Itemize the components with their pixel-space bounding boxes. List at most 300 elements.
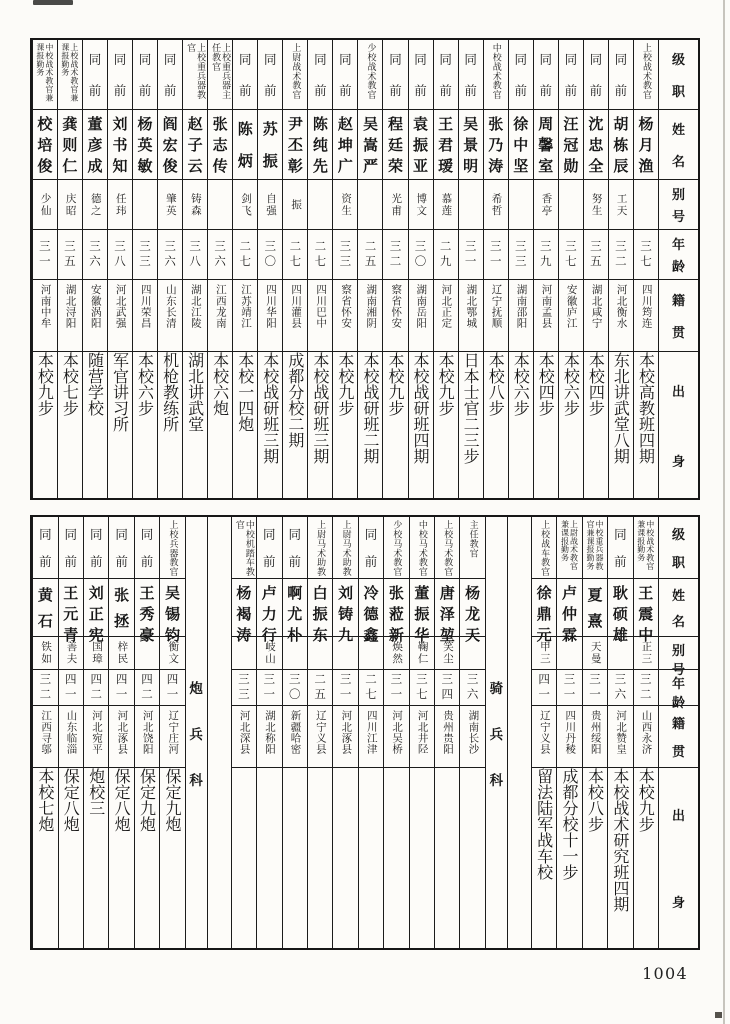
officer-column <box>157 40 182 498</box>
origin-cell <box>557 706 581 768</box>
origin-text: 四川江津 <box>365 710 378 755</box>
alias-cell <box>59 637 83 670</box>
alias-cell <box>484 180 508 230</box>
age-cell <box>308 670 332 706</box>
alias-cell <box>459 180 483 230</box>
name-cell <box>135 579 159 644</box>
origin-cell <box>33 280 57 352</box>
rank-text: 同 前 <box>314 51 327 99</box>
alias-cell <box>410 637 434 670</box>
age-text: 三五 <box>588 239 603 270</box>
age-text: 四一 <box>114 672 129 703</box>
age-text: 三〇 <box>287 672 302 703</box>
age-cell <box>384 670 408 706</box>
origin-cell <box>135 706 159 768</box>
header-label-age: 年 龄 <box>671 677 685 711</box>
rank-text: 中校战术教官兼课报勤务 <box>35 43 54 102</box>
background-text: 保定九炮 <box>137 768 157 832</box>
header-cell-rank <box>659 517 698 579</box>
origin-text: 辽宁义县 <box>538 710 551 755</box>
background-cell <box>84 768 108 948</box>
header-cell-name <box>659 110 698 180</box>
alias-cell <box>532 637 556 670</box>
name-text: 杨 龙 天 <box>465 584 481 644</box>
name-cell <box>435 579 459 644</box>
origin-cell <box>59 706 83 768</box>
rank-text: 中校战术教官兼课报勤务 <box>636 520 655 571</box>
header-cell-alias <box>659 180 698 230</box>
rank-text: 上校重兵器教官 <box>185 43 206 100</box>
name-text: 张 志 传 <box>212 115 228 175</box>
origin-text: 河北深县 <box>238 710 251 755</box>
age-cell <box>559 230 583 280</box>
origin-text: 察省怀安 <box>390 284 403 329</box>
background-cell <box>108 352 132 498</box>
name-cell <box>59 579 83 644</box>
header-cell-background <box>659 352 698 498</box>
alias-text: 香亭 <box>540 192 553 217</box>
name-text: 卢 力 行 <box>261 584 277 644</box>
name-cell <box>584 110 608 180</box>
header-label-alias: 别 号 <box>671 188 685 225</box>
officer-column <box>32 40 57 498</box>
alias-cell <box>333 180 357 230</box>
age-cell <box>460 670 484 706</box>
background-text: 成都分校十一步 <box>560 768 580 880</box>
origin-cell <box>409 280 433 352</box>
rank-cell <box>459 40 483 110</box>
officer-column <box>132 40 157 498</box>
age-text: 三一 <box>562 672 577 703</box>
background-text: 本校九步 <box>335 352 355 416</box>
origin-cell <box>359 706 383 768</box>
header-cell-age <box>659 230 698 280</box>
rank-cell <box>634 40 658 110</box>
rank-cell <box>634 517 658 579</box>
name-text: 赵 子 云 <box>187 115 203 175</box>
age-text: 三一 <box>338 672 353 703</box>
age-cell <box>409 230 433 280</box>
origin-text: 安徽庐江 <box>565 284 578 329</box>
name-text: 王 秀 豪 <box>139 584 155 644</box>
background-cell <box>358 352 382 498</box>
header-label-origin: 籍 贯 <box>671 293 685 342</box>
alias-text: 少仙 <box>39 192 52 217</box>
age-cell <box>33 670 57 706</box>
officer-column <box>232 40 257 498</box>
age-text: 三七 <box>563 239 578 270</box>
origin-cell <box>160 706 184 768</box>
officer-column <box>107 40 132 498</box>
background-text: 本校九步 <box>35 352 55 416</box>
age-text: 三七 <box>638 239 653 270</box>
age-cell <box>135 670 159 706</box>
name-text: 王 震 中 <box>638 584 654 644</box>
origin-cell <box>208 280 232 352</box>
alias-cell <box>83 180 107 230</box>
origin-cell <box>257 706 281 768</box>
rank-text: 少校马术教官 <box>391 520 402 577</box>
name-cell <box>133 110 157 180</box>
officer-roster-table-lower <box>30 515 700 950</box>
name-text: 冷 德 鑫 <box>363 584 379 644</box>
header-cell-background <box>659 768 698 948</box>
age-cell <box>233 230 257 280</box>
header-cell-name <box>659 579 698 637</box>
alias-cell <box>608 637 632 670</box>
age-cell <box>608 670 632 706</box>
origin-cell <box>158 280 182 352</box>
name-cell <box>608 579 632 644</box>
alias-cell <box>135 637 159 670</box>
rank-cell <box>460 517 484 579</box>
background-cell <box>33 768 57 948</box>
alias-cell <box>183 180 207 230</box>
age-text: 三六 <box>465 672 480 703</box>
background-text: 日本士官二三步 <box>461 352 481 464</box>
alias-cell <box>158 180 182 230</box>
age-text: 三一 <box>587 672 602 703</box>
rank-text: 同 前 <box>614 526 627 570</box>
age-text: 三八 <box>112 239 127 270</box>
age-text: 三三 <box>338 239 353 270</box>
background-cell <box>509 352 533 498</box>
alias-cell <box>283 180 307 230</box>
name-cell <box>634 110 658 180</box>
background-cell <box>583 768 607 948</box>
background-text: 本校九步 <box>436 352 456 416</box>
name-cell <box>358 110 382 180</box>
background-text: 本校战术研究班四期 <box>610 768 630 912</box>
rank-cell <box>410 517 434 579</box>
name-text: 陈 纯 先 <box>312 115 328 175</box>
officer-column <box>383 517 408 948</box>
header-label-alias: 别 号 <box>671 644 685 678</box>
background-cell <box>608 768 632 948</box>
origin-cell <box>384 706 408 768</box>
alias-text: 天曼 <box>589 641 602 665</box>
origin-cell <box>383 280 407 352</box>
origin-text: 山东长清 <box>164 284 177 329</box>
age-text: 三三 <box>236 672 251 703</box>
alias-text: 鞠仁 <box>416 641 429 665</box>
rank-cell <box>484 40 508 110</box>
alias-cell <box>333 637 357 670</box>
age-cell <box>358 230 382 280</box>
alias-text: 国璋 <box>90 641 103 665</box>
alias-cell <box>33 637 57 670</box>
officer-column <box>434 517 459 948</box>
section-divider <box>185 517 207 948</box>
background-cell <box>383 352 407 498</box>
header-label-name: 姓 名 <box>671 589 685 630</box>
section-divider-label: 骑 兵 科 <box>489 680 504 789</box>
alias-text: 笑尘 <box>442 641 454 665</box>
officer-column <box>458 40 483 498</box>
alias-cell <box>359 637 383 670</box>
rank-text: 同 前 <box>514 51 527 99</box>
rank-text: 同 前 <box>163 51 177 99</box>
name-text: 阎 宏 俊 <box>162 115 178 175</box>
age-text: 二五 <box>313 672 328 703</box>
name-cell <box>333 579 357 644</box>
alias-cell <box>584 180 608 230</box>
origin-cell <box>559 280 583 352</box>
origin-text: 江苏靖江 <box>239 284 252 329</box>
background-cell <box>58 352 82 498</box>
background-text: 湖北讲武堂 <box>185 352 205 432</box>
name-text: 吴 景 明 <box>463 115 479 175</box>
origin-cell <box>233 280 257 352</box>
background-text: 成都分校二期 <box>285 352 305 448</box>
age-text: 四二 <box>89 672 104 703</box>
background-text: 本校六炮 <box>210 352 230 416</box>
alias-cell <box>409 180 433 230</box>
origin-cell <box>333 706 357 768</box>
age-cell <box>634 230 658 280</box>
name-text: 苏 振 <box>262 120 278 170</box>
alias-text: 努生 <box>590 192 603 217</box>
rank-text: 同 前 <box>614 51 628 99</box>
age-text: 二七 <box>313 239 328 270</box>
alias-text: 振 <box>290 198 303 211</box>
origin-text: 新疆哈密 <box>289 710 302 755</box>
age-cell <box>534 230 558 280</box>
background-cell <box>33 352 57 498</box>
alias-text: 任玮 <box>114 192 127 217</box>
officer-column <box>282 40 307 498</box>
rank-cell <box>233 40 257 110</box>
age-cell <box>584 230 608 280</box>
origin-text: 湖南岳阳 <box>415 284 428 329</box>
background-cell <box>459 352 483 498</box>
rank-cell <box>283 40 307 110</box>
age-text: 四一 <box>165 672 180 703</box>
officer-column <box>409 517 434 948</box>
origin-text: 四川巴中 <box>315 284 328 329</box>
name-text: 张 蒞 新 <box>388 584 404 644</box>
scan-artifact-right-edge <box>723 0 725 1024</box>
age-cell <box>609 230 633 280</box>
alias-cell <box>108 180 132 230</box>
name-text: 夏 熹 <box>587 586 603 630</box>
age-text: 四一 <box>537 672 552 703</box>
origin-cell <box>634 280 658 352</box>
origin-text: 江西寻邬 <box>40 710 53 755</box>
age-text: 三八 <box>188 239 203 270</box>
rank-cell <box>583 517 607 579</box>
background-cell <box>409 352 433 498</box>
age-cell <box>108 230 132 280</box>
alias-cell <box>308 180 332 230</box>
name-cell <box>58 110 82 180</box>
header-label-age: 年 龄 <box>671 238 685 275</box>
age-cell <box>160 670 184 706</box>
age-cell <box>434 230 458 280</box>
name-cell <box>534 110 558 180</box>
background-cell <box>283 768 307 948</box>
background-cell <box>308 352 332 498</box>
age-text: 三六 <box>163 239 178 270</box>
rank-cell <box>232 517 256 579</box>
alias-text: 肇英 <box>164 192 177 217</box>
name-cell <box>258 110 282 180</box>
origin-cell <box>258 280 282 352</box>
origin-text: 察省怀安 <box>340 284 353 329</box>
background-text: 本校七步 <box>60 352 80 416</box>
name-text: 吴 嵩 严 <box>362 115 378 175</box>
origin-cell <box>460 706 484 768</box>
background-cell <box>160 768 184 948</box>
alias-cell <box>58 180 82 230</box>
background-text: 保定八炮 <box>112 768 132 832</box>
background-cell <box>557 768 581 948</box>
rank-cell <box>359 517 383 579</box>
officer-column <box>607 517 632 948</box>
origin-cell <box>509 280 533 352</box>
rank-text: 上尉马术助教 <box>315 520 326 577</box>
name-cell <box>257 579 281 644</box>
alias-text: 希哲 <box>490 192 503 217</box>
origin-cell <box>410 706 434 768</box>
name-text: 程 廷 荣 <box>388 115 404 175</box>
alias-cell <box>634 180 658 230</box>
officer-column <box>58 517 83 948</box>
background-text: 本校战研班三期 <box>310 352 330 464</box>
rank-cell <box>384 517 408 579</box>
age-cell <box>410 670 434 706</box>
origin-cell <box>634 706 658 768</box>
rank-cell <box>135 517 159 579</box>
name-text: 周 馨 室 <box>538 115 554 175</box>
officer-column <box>633 40 658 498</box>
rank-text: 同 前 <box>389 51 402 99</box>
alias-cell <box>634 637 658 670</box>
origin-cell <box>283 280 307 352</box>
rank-text: 同 前 <box>238 51 252 99</box>
name-cell <box>384 579 408 644</box>
rank-text: 同 前 <box>464 51 477 99</box>
origin-text: 湖南湘阴 <box>365 284 378 329</box>
officer-column <box>483 40 508 498</box>
origin-text: 四川灌县 <box>290 284 303 329</box>
background-text: 本校六步 <box>135 352 155 416</box>
officer-column <box>182 40 207 498</box>
rank-cell <box>258 40 282 110</box>
origin-cell <box>434 280 458 352</box>
rank-text: 同 前 <box>564 51 578 99</box>
name-text: 沈 忠 全 <box>588 115 604 175</box>
age-cell <box>59 670 83 706</box>
table-header-column <box>658 517 698 948</box>
alias-text: 资生 <box>340 192 353 217</box>
officer-column <box>57 40 82 498</box>
origin-cell <box>109 706 133 768</box>
background-cell <box>559 352 583 498</box>
officer-column <box>307 40 332 498</box>
rank-cell <box>83 40 107 110</box>
page-number: 1004 <box>642 964 688 983</box>
origin-cell <box>484 280 508 352</box>
origin-cell <box>133 280 157 352</box>
alias-cell <box>460 637 484 670</box>
age-cell <box>232 670 256 706</box>
name-cell <box>434 110 458 180</box>
alias-text: 博文 <box>415 192 428 217</box>
age-text: 三三 <box>513 239 528 270</box>
age-text: 三四 <box>440 672 455 703</box>
age-cell <box>33 230 57 280</box>
rank-text: 上尉战术教官 <box>290 43 301 100</box>
background-cell <box>258 352 282 498</box>
name-text: 啊 尤 朴 <box>287 584 303 644</box>
origin-cell <box>584 280 608 352</box>
rank-text: 中校战术教官 <box>490 43 501 100</box>
age-text: 三一 <box>488 239 503 270</box>
header-cell-alias <box>659 637 698 678</box>
alias-text: 光甫 <box>390 192 403 217</box>
rank-text: 中校机踏车教官 <box>233 520 254 577</box>
name-text: 吴 锡 钧 <box>164 584 180 644</box>
name-cell <box>283 579 307 644</box>
rank-text: 同 前 <box>288 526 301 570</box>
background-cell <box>133 352 157 498</box>
background-cell <box>59 768 83 948</box>
age-cell <box>58 230 82 280</box>
age-text: 二九 <box>438 239 453 270</box>
officer-column <box>108 517 133 948</box>
alias-cell <box>109 637 133 670</box>
alias-text: 庆昭 <box>64 192 77 217</box>
name-text: 刘 铸 九 <box>338 584 354 644</box>
background-text: 军官讲习所 <box>110 352 130 432</box>
origin-cell <box>33 706 57 768</box>
background-text: 本校战研班四期 <box>411 352 431 464</box>
rank-text: 上校马术教官 <box>442 520 453 577</box>
officer-column <box>256 517 281 948</box>
age-text: 三七 <box>414 672 429 703</box>
alias-cell <box>208 180 232 230</box>
header-label-origin: 籍 贯 <box>671 717 685 760</box>
alias-cell <box>557 637 581 670</box>
rank-text: 主任教官 <box>467 520 478 558</box>
origin-text: 河北衡水 <box>615 284 628 329</box>
origin-text: 安徽涡阳 <box>89 284 102 329</box>
rank-cell <box>333 40 357 110</box>
name-text: 卢 仲 霖 <box>562 584 578 644</box>
age-text: 四一 <box>63 672 78 703</box>
officer-column <box>408 40 433 498</box>
alias-cell <box>308 637 332 670</box>
rank-text: 同 前 <box>39 526 52 570</box>
header-cell-rank <box>659 40 698 110</box>
name-text: 王 元 青 <box>63 584 79 644</box>
alias-text: 梓民 <box>116 641 129 665</box>
rank-text: 同 前 <box>138 51 152 99</box>
rank-text: 上校战术教官兼课报勤务 <box>60 43 79 102</box>
rank-text: 同 前 <box>89 526 103 570</box>
rank-text: 同 前 <box>589 51 603 99</box>
name-cell <box>84 579 108 644</box>
alias-text: 铸森 <box>189 192 202 217</box>
age-text: 三五 <box>62 239 77 270</box>
rank-cell <box>584 40 608 110</box>
rank-text: 同 前 <box>113 51 127 99</box>
age-cell <box>308 230 332 280</box>
background-cell <box>435 768 459 948</box>
origin-cell <box>232 706 256 768</box>
scan-artifact-corner <box>715 1012 722 1018</box>
